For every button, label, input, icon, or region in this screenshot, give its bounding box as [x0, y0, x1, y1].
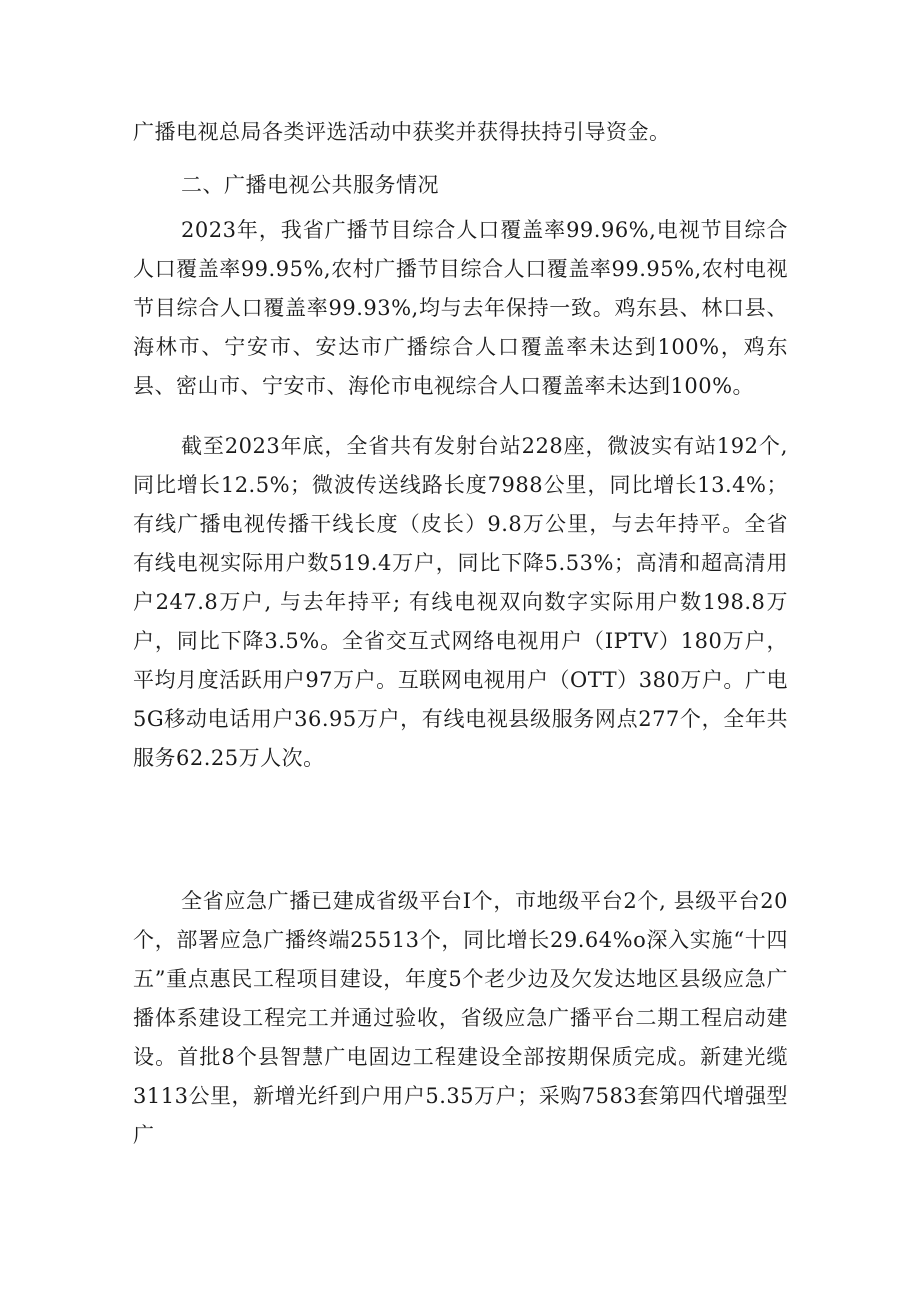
paragraph-text: 截至2023年底，全省共有发射台站228座，微波实有站192个, 同比增长12.5%；微波传送线路长度7988公里，同比增长13.4%；有线广播电视传播干线长度（皮长）9.8万公里，与去年持平。全省有线电视实际用户数519.4万户，同比下降5.53%；高清和超高清用户247.8万户, 与去年持平; 有线电视双向数字实际用户数198.8万户，同比下降3.5%。全省交互式网络电视用户（IPTV）180万户，平均月度活跃用户97万户。互联网电视用户（OTT）380万户。广电5G移动电话用户36.95万户，有线电视县级服务网点277个，全年共服务62.25万人次。 [133, 434, 788, 770]
paragraph-infrastructure [133, 427, 788, 778]
paragraph-text: 2023年，我省广播节目综合人口覆盖率99.96%,电视节目综合人口覆盖率99.95%,农村广播节目综合人口覆盖率99.95%,农村电视节目综合人口覆盖率99.93%,均与去年保持一致。鸡东县、林口县、海林市、宁安市、安达市广播综合人口覆盖率未达到100%，鸡东县、密山市、宁安市、海伦市电视综合人口覆盖率未达到100%。 [133, 218, 788, 398]
paragraph-continuation [133, 113, 788, 152]
paragraph-coverage [133, 211, 788, 406]
paragraph-text: 全省应急广播已建成省级平台I个，市地级平台2个, 县级平台20个，部署应急广播终端25513个，同比增长29.64%o深入实施“十四五”重点惠民工程项目建设，年度5个老少边及欠发达地区县级应急广播体系建设工程完工并通过验收，省级应急广播平台二期工程启动建设。首批8个县智慧广电固边工程建设全部按期保质完成。新建光缆3113公里，新增光纤到户用户5.35万户；采购7583套第四代增强型广 [133, 889, 788, 1147]
section-heading [133, 166, 788, 205]
paragraph-emergency-broadcast [133, 882, 788, 1155]
paragraph-text: 广播电视总局各类评选活动中获奖并获得扶持引导资金。 [133, 120, 671, 144]
section-heading-text: 二、广播电视公共服务情况 [181, 173, 439, 197]
